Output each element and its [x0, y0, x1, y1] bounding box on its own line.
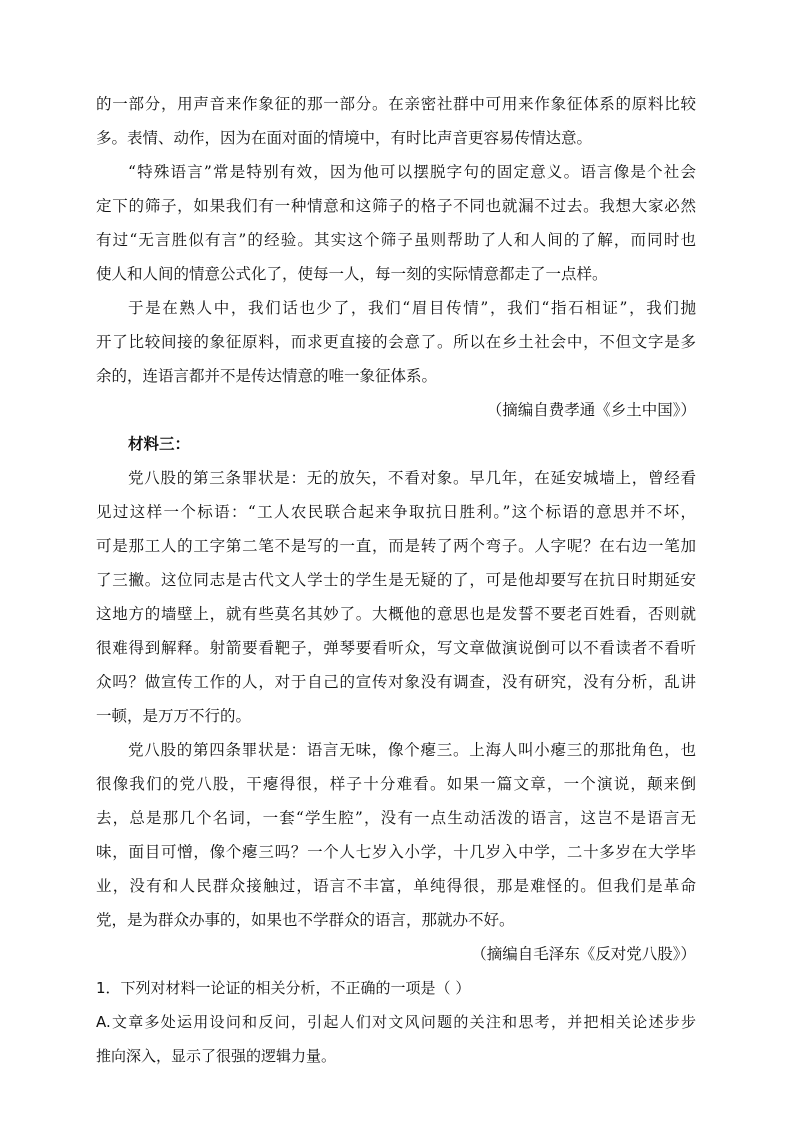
source-citation-2: （摘编自毛泽东《反对党八股》） — [471, 945, 696, 963]
paragraph-4-line-4: 了三撇。这位同志是古代文人学士的学生是无疑的了，可是他却要写在抗日时期延安 — [96, 571, 696, 589]
paragraph-5-line-6: 党，是为群众办事的，如果也不学群众的语言，那就办不好。 — [96, 911, 515, 929]
paragraph-2-line-1: “特殊语言”常是特别有效，因为他可以摆脱字句的固定意义。语言像是个社会 — [128, 163, 696, 181]
paragraph-5-line-5: 业，没有和人民群众接触过，语言不丰富，单纯得很，那是难怪的。但我们是革命 — [96, 877, 696, 895]
paragraph-1-line-2: 多。表情、动作，因为在面对面的情境中，有时比声音更容易传情达意。 — [96, 129, 593, 147]
paragraph-3-line-3: 余的，连语言都并不是传达情意的唯一象征体系。 — [96, 367, 438, 385]
paragraph-2-line-3: 有过“无言胜似有言”的经验。其实这个筛子虽则帮助了人和人间的了解，而同时也 — [96, 231, 696, 249]
paragraph-5-line-1: 党八股的第四条罪状是：语言无味，像个瘪三。上海人叫小瘪三的那批角色，也 — [128, 741, 696, 759]
question-1-stem: 1．下列对材料一论证的相关分析，不正确的一项是（ ） — [96, 979, 471, 997]
paragraph-1-line-1: 的一部分，用声音来作象征的那一部分。在亲密社群中可用来作象征体系的原料比较 — [96, 95, 696, 113]
paragraph-4-line-8: 一顿，是万万不行的。 — [96, 707, 252, 725]
paragraph-4-line-5: 这地方的墙壁上，就有些莫名其妙了。大概他的意思也是发誓不要老百姓看，否则就 — [96, 605, 696, 623]
paragraph-5-line-2: 很像我们的党八股，干瘪得很，样子十分难看。如果一篇文章，一个演说，颠来倒 — [96, 775, 696, 793]
paragraph-4-line-6: 很难得到解释。射箭要看靶子，弹琴要看听众，写文章做演说倒可以不看读者不看听 — [96, 639, 696, 657]
paragraph-3-line-1: 于是在熟人中，我们话也少了，我们“眉目传情”，我们“指石相证”，我们抛 — [128, 299, 696, 317]
paragraph-5-line-4: 味，面目可憎，像个瘪三吗？一个人七岁入小学，十几岁入中学，二十多岁在大学毕 — [96, 843, 696, 861]
paragraph-2-line-2: 定下的筛子，如果我们有一种情意和这筛子的格子不同也就漏不过去。我想大家必然 — [96, 197, 696, 215]
paragraph-4-line-2: 见过这样一个标语：“工人农民联合起来争取抗日胜利。”这个标语的意思并不坏， — [96, 503, 696, 521]
question-1-option-a-line-1: A.文章多处运用设问和反问，引起人们对文风问题的关注和思考，并把相关论述步步 — [96, 1013, 696, 1031]
paragraph-3-line-2: 开了比较间接的象征原料，而求更直接的会意了。所以在乡土社会中，不但文字是多 — [96, 333, 696, 351]
paragraph-2-line-4: 使人和人间的情意公式化了，使每一人，每一刻的实际情意都走了一点样。 — [96, 265, 608, 283]
paragraph-4-line-3: 可是那工人的工字第二笔不是写的一直，而是转了两个弯子。人字呢？在右边一笔加 — [96, 537, 696, 555]
question-1-option-a-line-2: 推向深入，显示了很强的逻辑力量。 — [96, 1047, 337, 1065]
paragraph-5-line-3: 去，总是那几个名词，一套“学生腔”，没有一点生动活泼的语言，这岂不是语言无 — [96, 809, 696, 827]
material-3-heading: 材料三： — [128, 434, 191, 453]
paragraph-4-line-1: 党八股的第三条罪状是：无的放矢，不看对象。早几年，在延安城墙上，曾经看 — [128, 469, 696, 487]
source-citation-1: （摘编自费孝通《乡土中国》） — [486, 401, 696, 419]
paragraph-4-line-7: 众吗？做宣传工作的人，对于自己的宣传对象没有调查，没有研究，没有分析，乱讲 — [96, 673, 696, 691]
